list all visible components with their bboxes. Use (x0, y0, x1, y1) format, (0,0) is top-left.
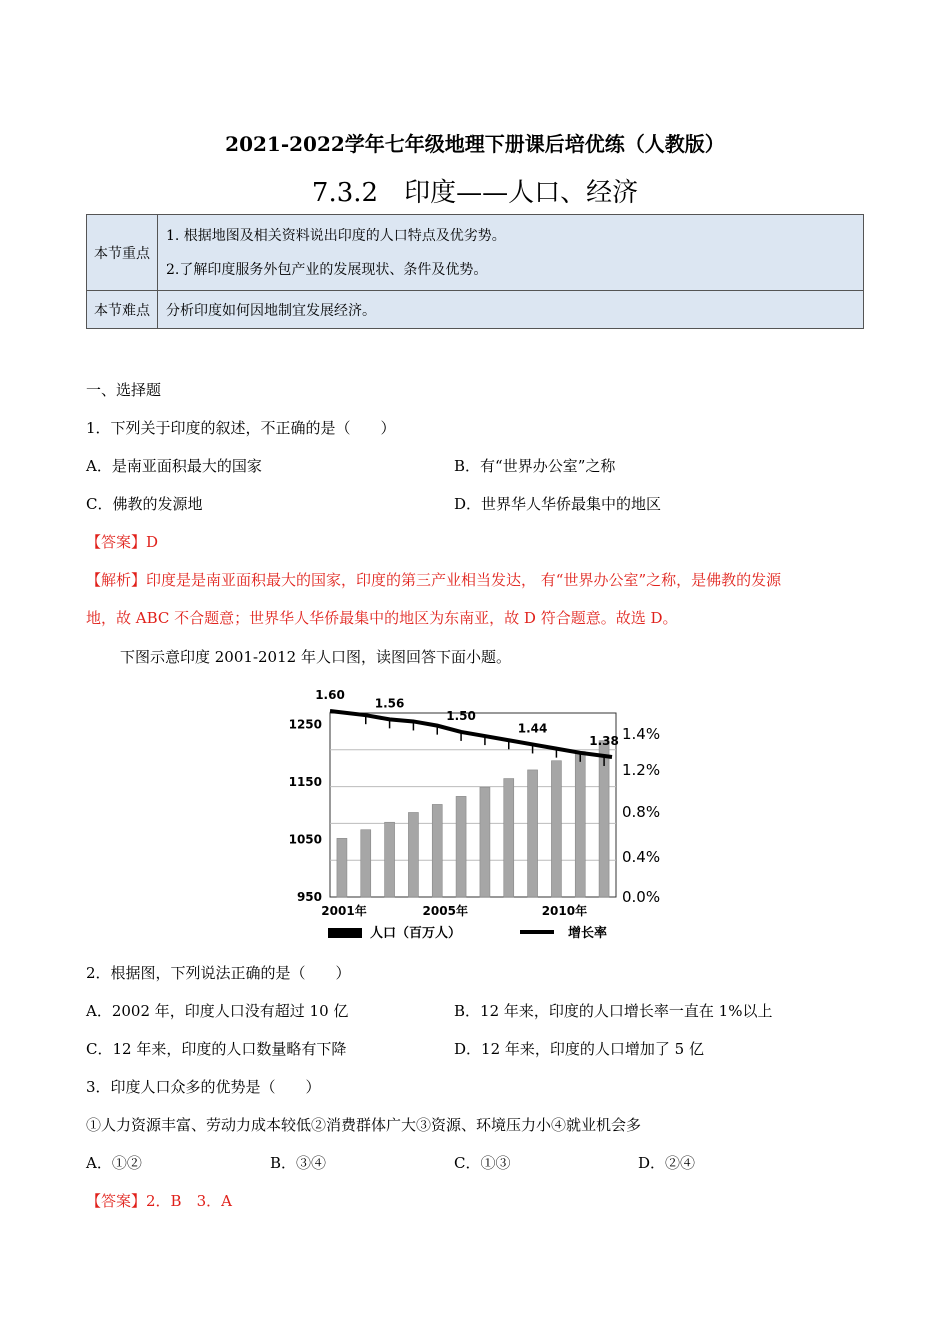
q2-q3-answer-value: 2．B 3．A (146, 1192, 232, 1210)
left-tick-1150: 1150 (288, 775, 322, 789)
x-tick-0: 2001年 (321, 904, 367, 918)
section-title: 一、选择题 (86, 381, 162, 399)
q1-option-a: A．是南亚面积最大的国家 (86, 457, 262, 475)
population-bar-2010 (551, 761, 561, 897)
document-title: 2021-2022学年七年级地理下册课后培优练（人教版） (225, 132, 725, 156)
q1-analysis-line2: 地，故 ABC 不合题意；世界华人华侨最集中的地区为东南亚，故 D 符合题意。故选 D。 (86, 609, 678, 627)
x-tick-2: 2010年 (541, 904, 588, 918)
population-bar-2009 (528, 770, 538, 897)
population-bar-2003 (385, 822, 395, 897)
population-bar-2005 (432, 804, 442, 897)
key-points-table (86, 214, 864, 329)
q1-analysis-text1: 印度是是南亚面积最大的国家，印度的第三产业相当发达， 有“世界办公室”之称，是佛教的发源 (146, 571, 782, 589)
legend-line-label: 增长率 (568, 926, 608, 941)
q2-option-b: B．12 年来，印度的人口增长率一直在 1%以上 (454, 1002, 773, 1020)
difficulty-label: 本节难点 (87, 291, 158, 329)
focus-item-1: 1. 根据地图及相关资料说出印度的人口特点及优劣势。 (166, 227, 506, 244)
population-chart (270, 675, 690, 950)
focus-cell (158, 215, 864, 291)
q3-stem: 3．印度人口众多的优势是（ ） (86, 1078, 321, 1096)
q1-answer-value: D (146, 533, 159, 551)
focus-label: 本节重点 (87, 215, 158, 291)
q2-option-c: C．12 年来，印度的人口数量略有下降 (86, 1040, 347, 1058)
right-tick-1: 1.2% (622, 761, 661, 779)
q3-option-c: C．①③ (454, 1154, 511, 1172)
q1-analysis-label: 【解析】 (86, 571, 147, 589)
q2-option-a: A．2002 年，印度人口没有超过 10 亿 (86, 1002, 349, 1020)
population-bar-2006 (456, 796, 466, 897)
q2-q3-answer (86, 1190, 232, 1211)
population-bar-2007 (480, 787, 490, 897)
q1-answer (86, 531, 158, 552)
q1-analysis-line1 (86, 569, 876, 590)
rate-label-2003: 1.56 (374, 696, 405, 711)
lesson-title: 7.3.2 印度——人口、经济 (311, 178, 639, 208)
right-tick-0: 1.4% (622, 725, 661, 743)
right-tick-4: 0.0% (622, 888, 661, 906)
q1-option-b: B．有“世界办公室”之称 (454, 457, 616, 475)
legend-bar-swatch (328, 928, 362, 938)
q1-option-d: D．世界华人华侨最集中的地区 (454, 495, 662, 513)
left-tick-1050: 1050 (288, 832, 322, 847)
rate-label-2006: 1.50 (446, 708, 476, 723)
focus-item-2: 2.了解印度服务外包产业的发展现状、条件及优势。 (166, 261, 488, 278)
q1-option-c: C．佛教的发源地 (86, 495, 203, 513)
q2-q3-answer-label: 【答案】 (86, 1192, 147, 1210)
q3-option-a: A．①② (86, 1154, 142, 1172)
q2-option-d: D．12 年来，印度的人口增加了 5 亿 (454, 1040, 704, 1058)
rate-label-2001: 1.60 (315, 688, 345, 702)
q2-stem: 2．根据图，下列说法正确的是（ ） (86, 964, 351, 982)
population-bar-2001 (337, 838, 347, 897)
q3-statement: ①人力资源丰富、劳动力成本较低②消费群体广大③资源、环境压力小④就业机会多 (86, 1116, 642, 1134)
difficulty-item: 分析印度如何因地制宜发展经济。 (158, 291, 864, 329)
q3-option-b: B．③④ (270, 1154, 327, 1172)
q1-stem: 1．下列关于印度的叙述，不正确的是（ ） (86, 419, 396, 437)
population-bar-2008 (504, 779, 514, 897)
x-tick-1: 2005年 (422, 904, 468, 918)
chart-intro: 下图示意印度 2001-2012 年人口图，读图回答下面小题。 (120, 648, 511, 666)
right-tick-3: 0.4% (622, 848, 661, 866)
left-tick-1250: 1250 (288, 717, 322, 732)
rate-label-2012: 1.38 (589, 734, 619, 748)
rate-label-2009: 1.44 (517, 721, 548, 736)
legend-bar-label: 人口（百万人） (370, 926, 462, 941)
population-bar-2002 (361, 830, 371, 897)
population-bar-2004 (408, 812, 418, 897)
population-bar-2011 (575, 752, 585, 897)
q3-option-d: D．②④ (638, 1154, 696, 1172)
left-tick-950: 950 (296, 890, 322, 904)
q1-answer-label: 【答案】 (86, 533, 147, 551)
right-tick-2: 0.8% (622, 803, 661, 821)
